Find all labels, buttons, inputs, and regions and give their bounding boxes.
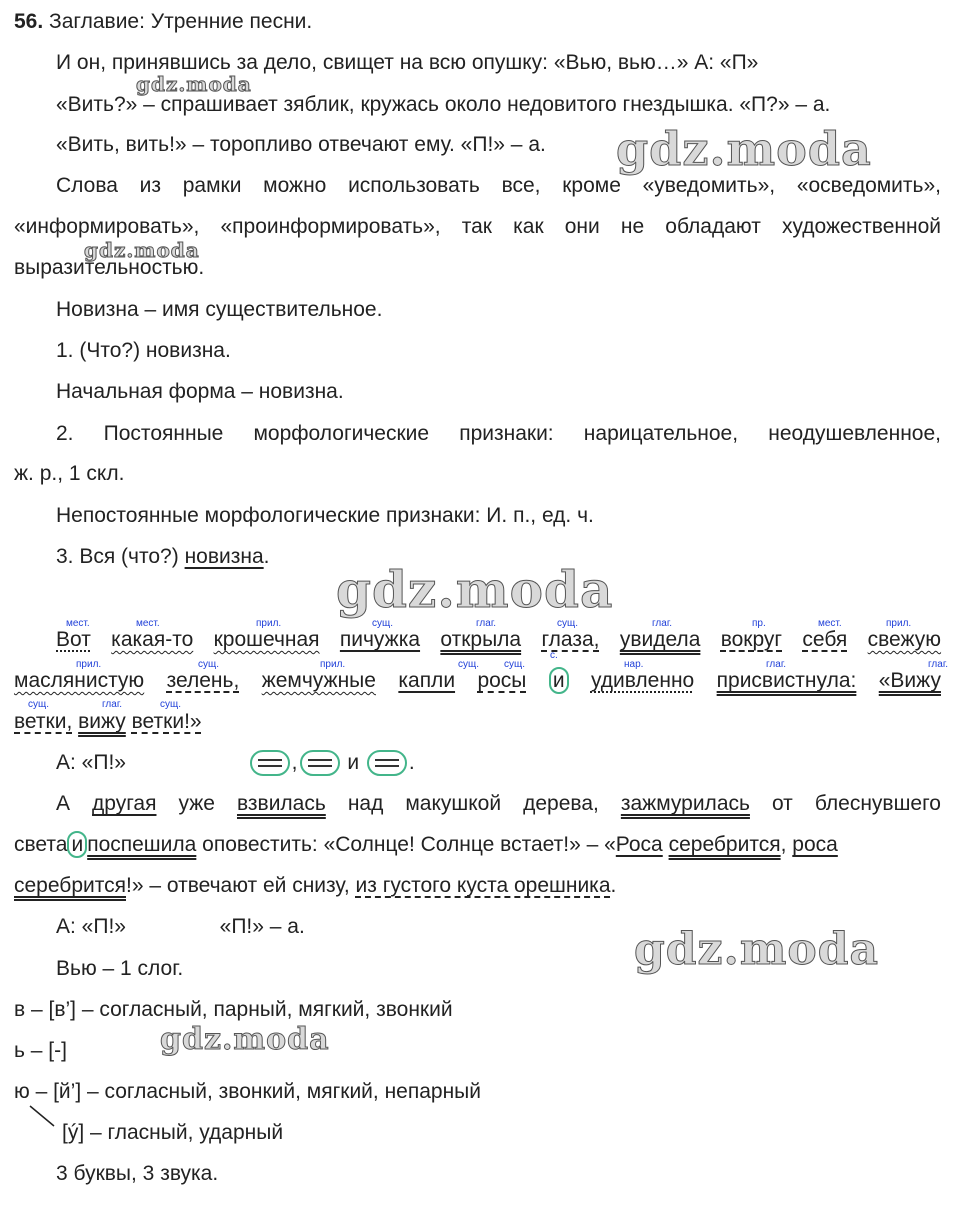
paragraph-2: «Вить?» – спрашивает зяблик, кружась около недовитого гнездышка. «П?» – а. — [56, 93, 831, 116]
phrase: из густого куста орешника — [355, 874, 611, 897]
scheme-label: А: «П!» — [56, 915, 126, 938]
text: . — [610, 874, 617, 897]
scheme-label: «П!» – а. — [219, 915, 305, 938]
word: от — [771, 792, 793, 815]
pos-tag: сущ. — [557, 618, 579, 629]
word: свежую — [867, 628, 942, 651]
watermark: gdz.moda — [160, 1022, 330, 1057]
word: увидела — [619, 628, 701, 651]
pos-tag: глаг. — [476, 618, 497, 629]
word: блеснувшего — [814, 792, 941, 815]
word: удивленно — [590, 669, 695, 692]
word: дерева, — [523, 792, 599, 815]
watermark: gdz.moda — [336, 560, 614, 619]
phonetics-line-4: ю – [й’] – согласный, звонкий, мягкий, непарный — [14, 1080, 482, 1103]
pos-tag: прил. — [256, 618, 282, 629]
analysis-line-1: Новизна – имя существительное. — [56, 298, 383, 321]
analysis-end: . — [263, 545, 270, 568]
paragraph-3: «Вить, вить!» – торопливо отвечают ему. «П!» – а. — [56, 133, 546, 156]
word: росы — [477, 669, 527, 692]
word: вокруг — [720, 628, 783, 651]
task-number: 56. — [14, 10, 44, 33]
pos-tag: сущ. — [372, 618, 394, 629]
paragraph-4-line-1: Слова из рамки можно использовать все, кроме «уведомить», «осведомить», — [56, 174, 941, 197]
word: жемчужные — [261, 669, 376, 692]
pos-tag: мест. — [818, 618, 842, 629]
paragraph-4-line-3: выразительностью. — [14, 256, 205, 279]
pos-tag: сущ. — [458, 659, 480, 670]
pos-tag: глаг. — [928, 659, 949, 670]
analysis-line-4: 2. Постоянные морфологические признаки: нарицательное, неодушевленное, — [56, 422, 941, 445]
pos-tag: глаг. — [766, 659, 787, 670]
scheme-end: . — [408, 751, 415, 774]
pos-tag: пр. — [752, 618, 766, 629]
analysis-prefix: 3. Вся (что?) — [56, 545, 185, 568]
text: , — [780, 833, 787, 856]
word: зелень, — [166, 669, 240, 692]
pos-tag: глаг. — [102, 699, 123, 710]
word: себя — [802, 628, 848, 651]
analysis-line-5: ж. р., 1 скл. — [14, 462, 125, 485]
text: !» – отвечают ей снизу, — [126, 874, 356, 897]
word: Роса — [615, 833, 663, 856]
word: света — [14, 833, 68, 856]
word: зажмурилась — [620, 792, 750, 815]
scheme-comma: , — [291, 751, 298, 774]
pos-tag: с. — [550, 650, 558, 661]
sentence-2-line-2 — [14, 831, 838, 859]
paragraph-4-line-2: «информировать», «проинформировать», так как они не обладают художественной — [14, 215, 941, 238]
word: Вот — [56, 628, 91, 651]
word: взвилась — [236, 792, 326, 815]
analysis-line-2: 1. (Что?) новизна. — [56, 339, 231, 362]
word: другая — [92, 792, 157, 815]
sentence-1-line-2 — [14, 667, 941, 695]
word: глаза, — [541, 628, 600, 651]
pos-tag: нар. — [624, 659, 644, 670]
task-title: Заглавие: Утренние песни. — [49, 10, 313, 33]
word: вижу — [78, 710, 126, 733]
pos-tag: глаг. — [652, 618, 673, 629]
pos-tag: сущ. — [504, 659, 526, 670]
scheme-and: и — [347, 751, 360, 774]
watermark: gdz.moda — [136, 72, 252, 96]
sentence-1-scheme — [56, 749, 415, 777]
word: роса — [792, 833, 838, 856]
word: А — [56, 792, 71, 815]
watermark: gdz.moda — [84, 238, 200, 262]
pos-tag: сущ. — [160, 699, 182, 710]
word: крошечная — [213, 628, 320, 651]
pos-tag: прил. — [886, 618, 912, 629]
conjunction-circled: и — [549, 667, 569, 694]
phonetics-line-1: Вью – 1 слог. — [56, 957, 184, 980]
word: серебрится — [14, 874, 126, 897]
sentence-2-line-1 — [56, 790, 941, 818]
word: ветки, — [14, 710, 73, 733]
word: какая-то — [111, 628, 194, 651]
word: уже — [178, 792, 215, 815]
word: макушкой — [405, 792, 502, 815]
watermark: gdz.moda — [616, 122, 872, 176]
analysis-line-6: Непостоянные морфологические признаки: И. п., ед. ч. — [56, 504, 594, 527]
scheme-label: А: «П!» — [56, 751, 126, 774]
word: открыла — [440, 628, 522, 651]
text: оповестить: «Солнце! Солнце встает!» – « — [202, 833, 616, 856]
word: ветки!» — [131, 710, 202, 733]
pos-tag: прил. — [76, 659, 102, 670]
predicate-oval — [300, 750, 340, 776]
analysis-line-3: Начальная форма – новизна. — [56, 380, 344, 403]
analysis-line-7 — [56, 543, 270, 571]
task-header — [14, 8, 312, 36]
sentence-2-line-3 — [14, 872, 616, 900]
predicate-oval — [367, 750, 407, 776]
word: «Вижу — [878, 669, 941, 692]
pos-tag: мест. — [66, 618, 90, 629]
branch-line — [28, 1104, 58, 1130]
sentence-1-line-3 — [14, 708, 202, 736]
paragraph-1: И он, принявшись за дело, свищет на всю опушку: «Вью, вью…» А: «П» — [56, 51, 759, 74]
word: над — [347, 792, 384, 815]
subject-word: новизна — [184, 545, 264, 568]
phonetics-line-3: ь – [-] — [14, 1039, 67, 1062]
word: серебрится — [668, 833, 781, 856]
pos-tag: мест. — [136, 618, 160, 629]
predicate-oval — [250, 750, 290, 776]
pos-tag: сущ. — [198, 659, 220, 670]
word: маслянистую — [14, 669, 145, 692]
word: пичужка — [339, 628, 421, 651]
word: присвистнула: — [716, 669, 857, 692]
pos-tag: сущ. — [28, 699, 50, 710]
sentence-1-line-1 — [56, 626, 941, 654]
sentence-2-scheme — [56, 913, 305, 941]
conjunction-circled: и — [67, 831, 87, 858]
phonetics-line-5: [ý] – гласный, ударный — [62, 1121, 284, 1144]
pos-tag: прил. — [320, 659, 346, 670]
word: капли — [398, 669, 456, 692]
watermark: gdz.moda — [634, 924, 880, 975]
phonetics-line-2: в – [в’] – согласный, парный, мягкий, звонкий — [14, 998, 453, 1021]
phonetics-line-6: 3 буквы, 3 звука. — [56, 1162, 219, 1185]
word: поспешила — [87, 833, 197, 856]
